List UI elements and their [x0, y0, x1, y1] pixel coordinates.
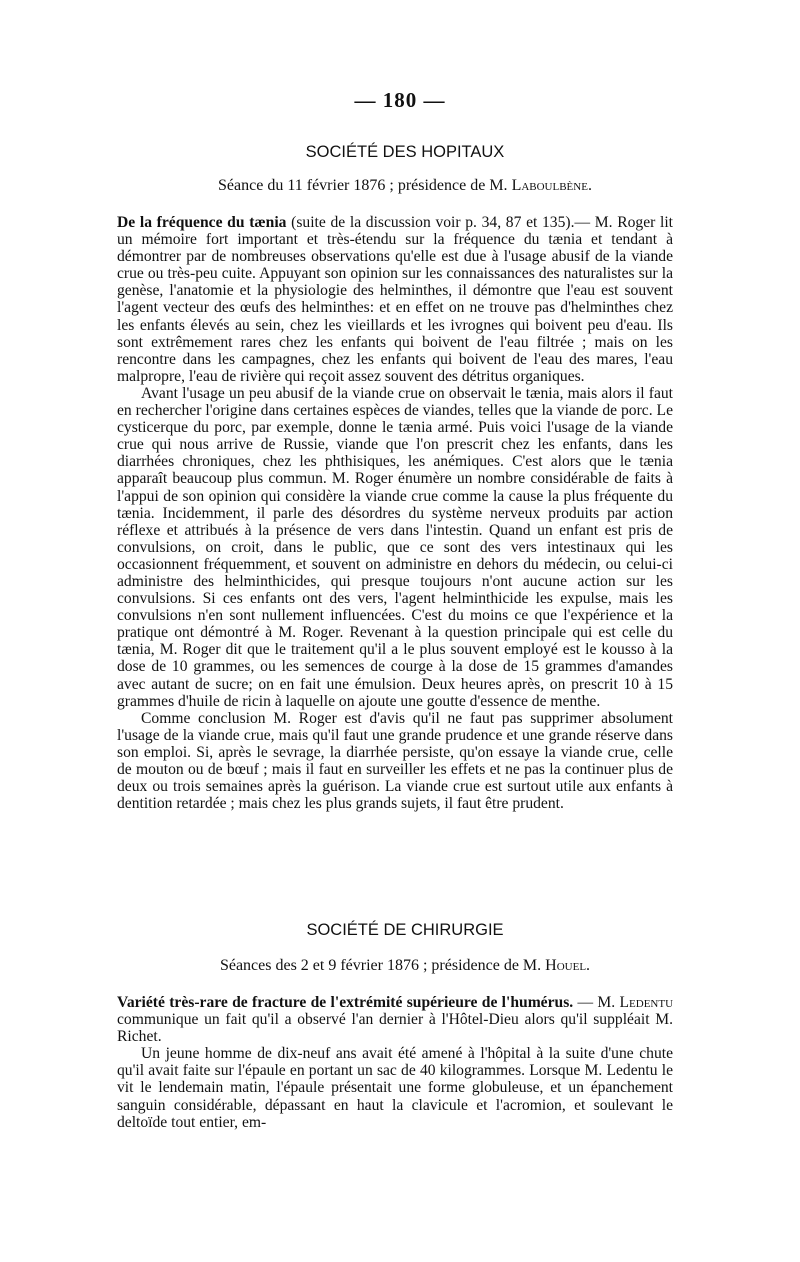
paragraph: Un jeune homme de dix-neuf ans avait été amené à l'hôpital à la suite d'une chute qu'il avait faite sur l'épaule en portant un sac de 40 kilogrammes. Lorsque M. Ledentu le vit le lendemain matin, l'épaule présentait une forme globuleuse, et un épanchement sanguin considérable, dépassant en haut la clavicule et l'acromion, et soulevant le deltoïde tout entier, em- [117, 1045, 673, 1131]
article-title: De la fréquence du tænia [117, 214, 287, 231]
paragraph-text: (suite de la discussion voir p. 34, 87 et 135).— M. Roger lit un mémoire fort important et très-étendu sur la fréquence du tænia et tendant à démontrer par de nombreuses observations qu'elle est due à l'usage abusif de la viande crue ou très-peu cuite. Appuyant son opinion sur les connaissances des naturalistes sur la genèse, l'anatomie et la physiologie des helminthes, il démontre que l'eau est souvent l'agent vecteur des œufs des helminthes: et en effet on ne trouve pas d'helminthes chez les enfants élevés au sein, chez les vieillards et les ivrognes qui boivent peu d'eau. Ils sont extrêmement rares chez les enfants qui boivent de l'eau filtrée ; mais on les rencontre dans les campagnes, chez les enfants qui boivent de l'eau des mares, l'eau malpropre, l'eau de rivière qui reçoit assez souvent des détritus organiques. [117, 214, 673, 385]
paragraph: Avant l'usage un peu abusif de la viande crue on observait le tænia, mais alors il faut en rechercher l'origine dans certaines espèces de viandes, telles que la viande de porc. Le cysticerque du porc, par exemple, donne le tænia armé. Puis voici l'usage de la viande crue qui nous arrive de Russie, viande que l'on prescrit chez les enfants, dans les diarrhées chroniques, chez les phthisiques, les anémiques. C'est alors que le tænia apparaît beaucoup plus commun. M. Roger énumère un nombre considérable de faits à l'appui de son opinion qui considère la viande crue comme la cause la plus fréquente du tænia. Incidemment, il parle des désordres du système nerveux produits par action réflexe et attribués à la présence de vers dans l'intestin. Quand un enfant est pris de convulsions, on croit, dans le public, que ce sont des vers intestinaux qui les occasionnent fréquemment, et souvent on administre en dehors du médecin, ou celui-ci administre des helminthicides, qui presque toujours n'ont aucune action sur les convulsions. Si ces enfants ont des vers, l'agent helminthicide les expulse, mais les convulsions n'en sont nullement influencées. C'est du moins ce que l'expérience et la pratique ont démontré à M. Roger. Revenant à la question principale qui est celle du tænia, M. Roger dit que le traitement qu'il a le plus souvent employé est le kousso à la dose de 10 grammes, ou les semences de courge à la dose de 15 grammes d'amandes avec autant de sucre; on en fait une émulsion. Deux heures après, on prescrit 10 à 15 grammes d'huile de ricin à laquelle on ajoute une goutte d'essence de menthe. [117, 384, 673, 710]
section-heading-hopitaux: SOCIÉTÉ DES HOPITAUX [305, 143, 505, 161]
paragraph [117, 994, 673, 1045]
session-text: Séance du 11 février 1876 ; présidence de M. [218, 177, 512, 194]
session-line-hopitaux [0, 177, 800, 195]
page-number: — 180 — [354, 88, 446, 112]
paragraph-text: communique un fait qu'il a observé l'an dernier à l'Hôtel-Dieu alors qu'il suppléait M. Richet. [117, 1011, 673, 1046]
section-heading-chirurgie: SOCIÉTÉ DE CHIRURGIE [306, 921, 504, 939]
session-end: . [587, 177, 592, 194]
author-name: Ledentu [619, 994, 674, 1011]
paragraph [117, 214, 673, 385]
article-title: Variété très-rare de fracture de l'extrémité supérieure de l'humérus. [117, 994, 574, 1011]
session-line-chirurgie [0, 957, 800, 975]
article-taenia [117, 214, 673, 812]
article-fracture [117, 994, 673, 1131]
president-name: Laboulbène [511, 177, 588, 194]
session-text: Séances des 2 et 9 février 1876 ; présidence de M. [219, 957, 546, 974]
paragraph: Comme conclusion M. Roger est d'avis qu'il ne faut pas supprimer absolument l'usage de la viande crue, mais qu'il faut une grande prudence et une grande réserve dans son emploi. Si, après le sevrage, la diarrhée persiste, qu'on essaye la viande crue, celle de mouton ou de bœuf ; mais il faut en surveiller les effets et ne pas la continuer plus de deux ou trois semaines après la guérison. La viande crue est surtout utile aux enfants à dentition retardée ; mais chez les plus grands sujets, il faut être prudent. [117, 709, 673, 813]
paragraph-text: — M. [573, 994, 620, 1011]
session-end: . [586, 957, 591, 974]
president-name: Houel [545, 957, 587, 974]
